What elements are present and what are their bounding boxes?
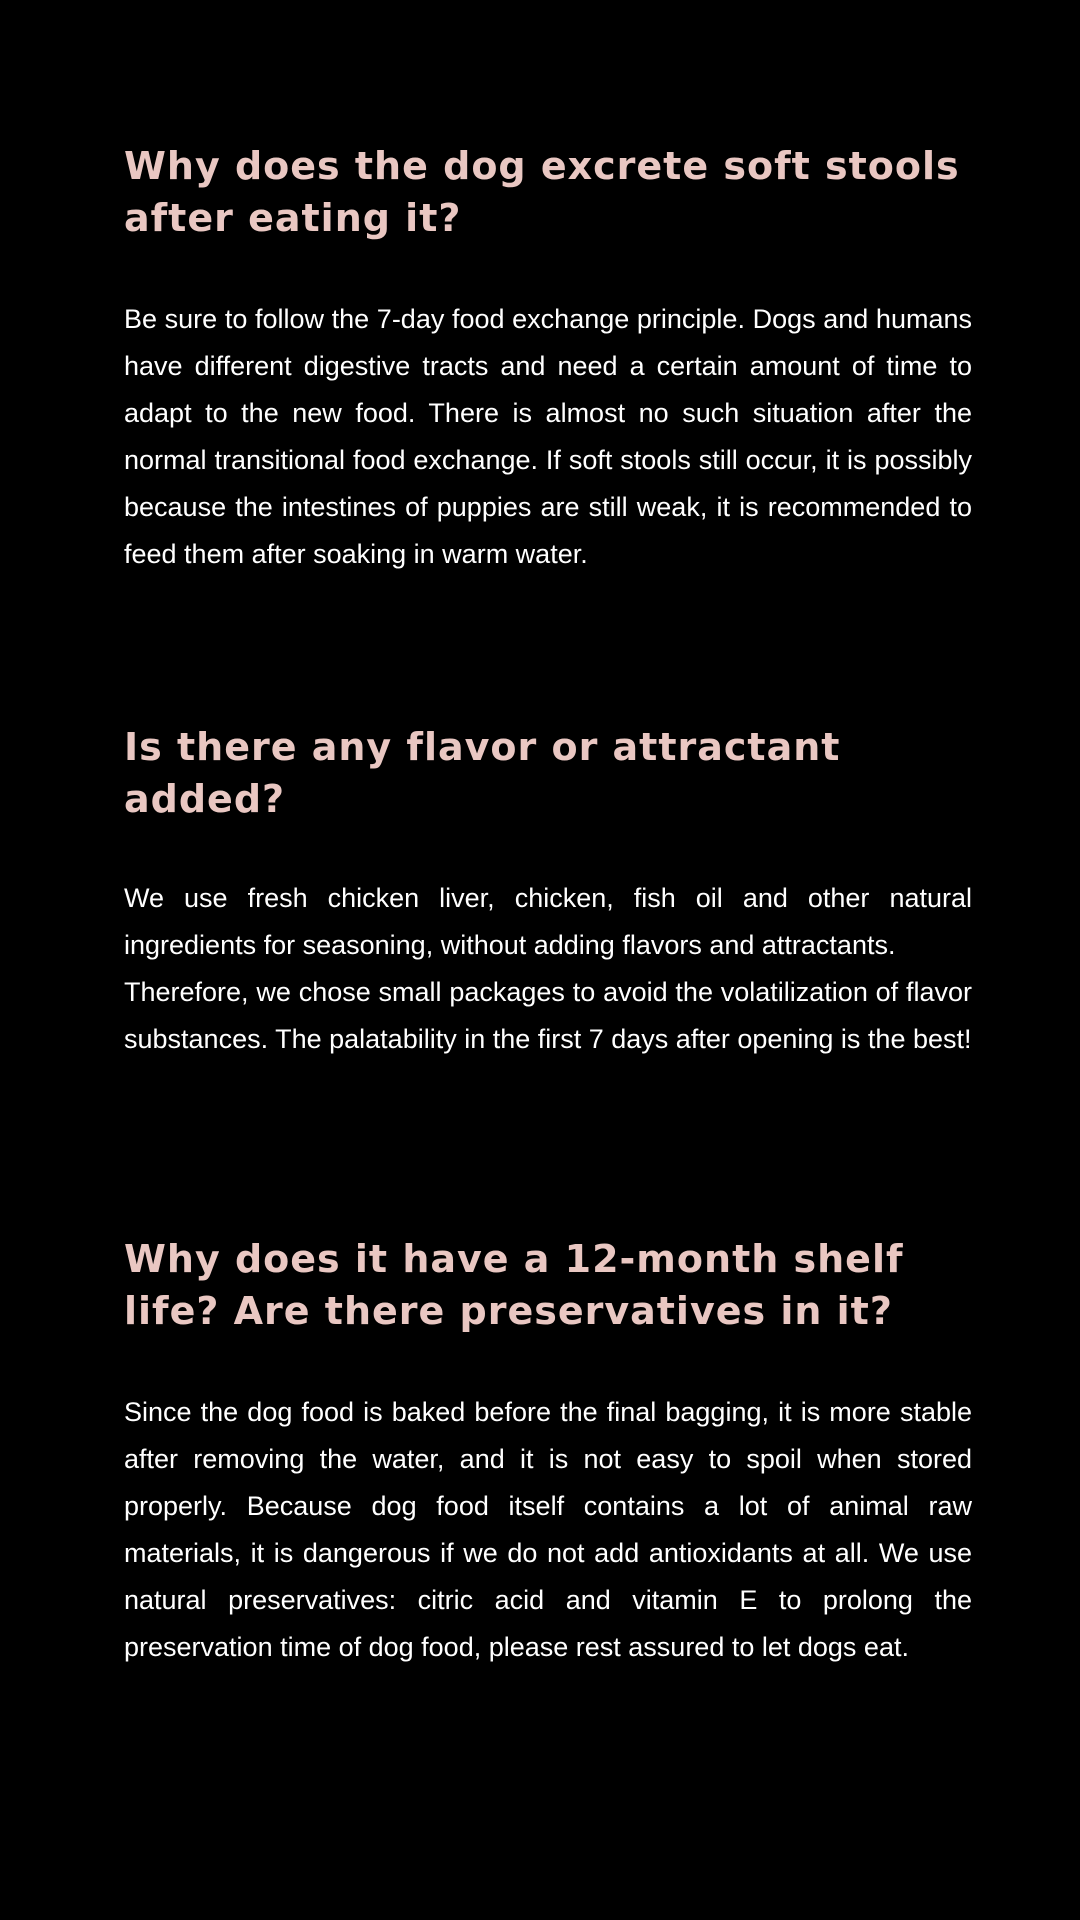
faq-section-flavor [124, 721, 972, 1063]
faq-answer-paragraph: Since the dog food is baked before the final bagging, it is more stable after removing the water, and it is not easy to spoil when stored properly. Because dog food itself contains a lot of animal raw materials, it is dangerous if we do not add antioxidants at all. We use natural preservatives: citric acid and vitamin E to prolong the preservation time of dog food, please rest assured to let dogs eat. [124, 1397, 972, 1662]
faq-answer-paragraph: Therefore, we chose small packages to avoid the volatilization of flavor substances. The palatability in the first 7 days after opening is the best! [124, 977, 972, 1054]
faq-question: Why does it have a 12-month shelf life? Are there preservatives in it? [124, 1237, 904, 1333]
faq-question: Why does the dog excrete soft stools after eating it? [124, 144, 960, 240]
faq-section-soft-stools [124, 140, 972, 578]
faq-answer-paragraph: We use fresh chicken liver, chicken, fish oil and other natural ingredients for seasoning, without adding flavors and attractants. [124, 883, 972, 960]
faq-answer-paragraph: Be sure to follow the 7-day food exchange principle. Dogs and humans have different digestive tracts and need a certain amount of time to adapt to the new food. There is almost no such situation after the normal transitional food exchange. If soft stools still occur, it is possibly because the intestines of puppies are still weak, it is recommended to feed them after soaking in warm water. [124, 304, 972, 569]
faq-question: Is there any flavor or attractant added? [124, 725, 841, 821]
faq-answer [124, 875, 972, 1063]
faq-section-shelf-life [124, 1233, 972, 1671]
faq-answer [124, 296, 972, 578]
faq-answer [124, 1389, 972, 1671]
